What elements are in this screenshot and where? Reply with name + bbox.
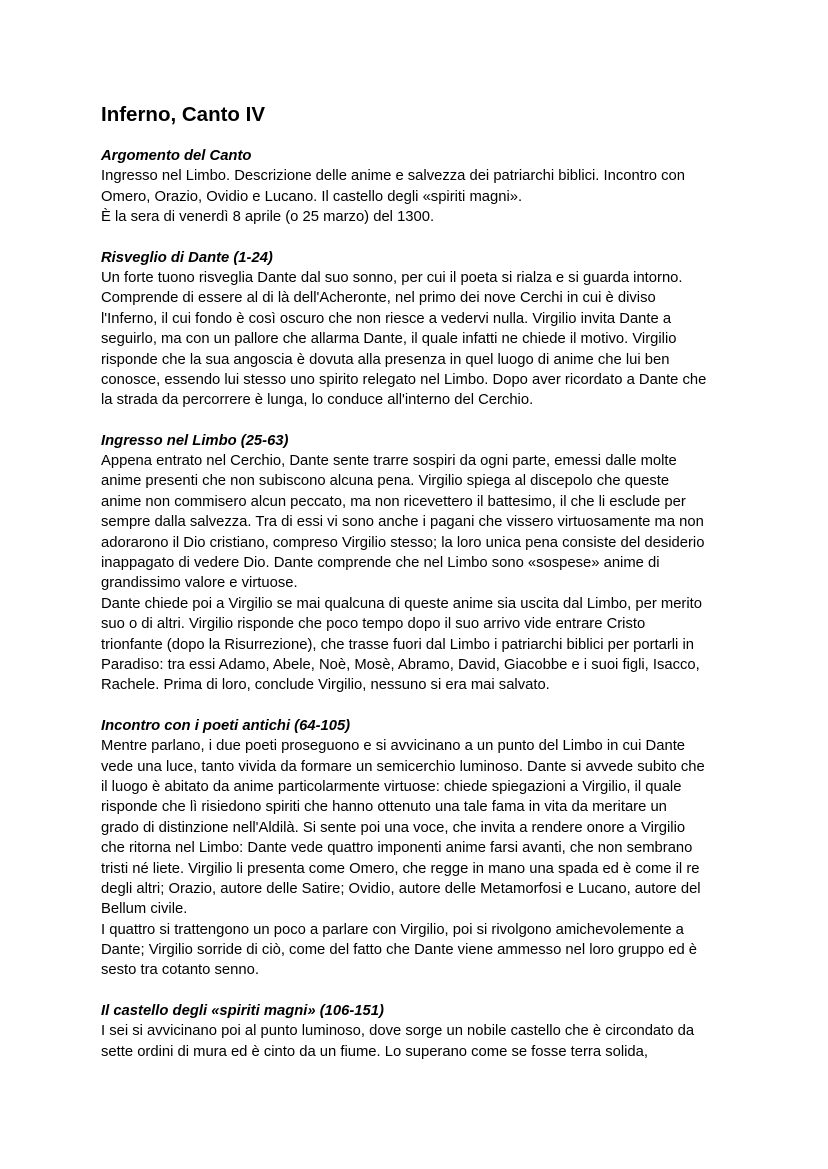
section-heading: Incontro con i poeti antichi (64-105) xyxy=(101,717,351,734)
body-text-line: risponde che la sua angoscia è dovuta alla presenza in quel luogo di anime che lui ben xyxy=(101,351,670,368)
body-text-line: Paradiso: tra essi Adamo, Abele, Noè, Mosè, Abramo, David, Giacobbe e i suoi figli, Isacco, xyxy=(101,656,700,673)
body-text-line: inappagato di vedere Dio. Dante comprende che nel Limbo sono «sospese» anime di xyxy=(101,555,660,572)
body-text-line: È la sera di venerdì 8 aprile (o 25 marzo) del 1300. xyxy=(101,209,435,226)
body-text-line: sempre dalla salvezza. Tra di essi vi sono anche i pagani che vissero virtuosamente ma non xyxy=(101,514,704,531)
document-title: Inferno, Canto IV xyxy=(101,103,265,126)
body-text-line: anime presenti che non subiscono alcuna pena. Virgilio spiega al discepolo che queste xyxy=(101,473,670,490)
document-section xyxy=(101,1001,741,1062)
body-text-line: adorarono il Dio cristiano, compreso Virgilio stesso; la loro unica pena consiste del desiderio xyxy=(101,534,705,551)
body-text-line: sette ordini di mura ed è cinto da un fiume. Lo superano come se fosse terra solida, xyxy=(101,1043,648,1060)
document-section xyxy=(101,431,741,696)
body-text-line: suo o di altri. Virgilio risponde che poco tempo dopo il suo arrivo vide entrare Cristo xyxy=(101,616,646,633)
section-heading: Il castello degli «spiriti magni» (106-151) xyxy=(101,1002,384,1019)
body-text-line: risponde che lì risiedono spiriti che hanno ottenuto una tale fama in vita da meritare un xyxy=(101,799,667,816)
body-text-line: il luogo è abitato da anime particolarmente virtuose: chiede spiegazioni a Virgilio, il quale xyxy=(101,778,682,795)
body-text-line: la strada da percorrere è lunga, lo conduce all'interno del Cerchio. xyxy=(101,392,534,409)
body-text-line: Dante chiede poi a Virgilio se mai qualcuna di queste anime sia uscita dal Limbo, per merito xyxy=(101,595,702,612)
body-text-line: anime non commisero alcun peccato, ma non ricevettero il battesimo, il che li esclude per xyxy=(101,493,686,510)
body-text-line: che ritorna nel Limbo: Dante vede quattro imponenti anime farsi avanti, che non sembrano xyxy=(101,840,693,857)
body-text-line: vede una luce, tanto vivida da formare un semicerchio luminoso. Dante si avvede subito che xyxy=(101,758,705,775)
document-body xyxy=(101,146,741,1062)
document-page xyxy=(101,100,741,1062)
body-text-line: Appena entrato nel Cerchio, Dante sente trarre sospiri da ogni parte, emessi dalle molte xyxy=(101,453,677,470)
body-text-line: tristi né liete. Virgilio li presenta come Omero, che regge in mano una spada ed è come il re xyxy=(101,860,700,877)
body-text-line: sesto tra cotanto senno. xyxy=(101,962,259,979)
body-text-line: trionfante (dopo la Risurrezione), che trasse fuori dal Limbo i patriarchi biblici per portarli in xyxy=(101,636,694,653)
body-text-line: seguirlo, ma con un pallore che allarma Dante, il quale infatti ne chiede il motivo. Virgilio xyxy=(101,331,677,348)
section-heading: Argomento del Canto xyxy=(101,148,252,164)
body-text-line: degli altri; Orazio, autore delle Satire; Ovidio, autore delle Metamorfosi e Lucano, autore del xyxy=(101,880,701,897)
body-text-line: Rachele. Prima di loro, conclude Virgilio, nessuno si era mai salvato. xyxy=(101,677,550,694)
body-text-line: Bellum civile. xyxy=(101,901,188,918)
body-text-line: Mentre parlano, i due poeti proseguono e si avvicinano a un punto del Limbo in cui Dante xyxy=(101,738,686,755)
body-text-line: Un forte tuono risveglia Dante dal suo sonno, per cui il poeta si rialza e si guarda intorno. xyxy=(101,269,683,286)
body-text-line: Comprende di essere al di là dell'Acheronte, nel primo dei nove Cerchi in cui è diviso xyxy=(101,290,656,307)
document-section xyxy=(101,248,741,411)
document-section xyxy=(101,716,741,981)
body-text-line: I sei si avvicinano poi al punto luminoso, dove sorge un nobile castello che è circondato da xyxy=(101,1023,695,1040)
body-text-line: Omero, Orazio, Ovidio e Lucano. Il castello degli «spiriti magni». xyxy=(101,188,523,205)
body-text-line: I quattro si trattengono un poco a parlare con Virgilio, poi si rivolgono amichevolemente a xyxy=(101,921,684,938)
document-section xyxy=(101,146,741,228)
section-heading: Ingresso nel Limbo (25-63) xyxy=(101,432,289,449)
section-heading: Risveglio di Dante (1-24) xyxy=(101,249,273,266)
body-text-line: grandissimo valore e virtuose. xyxy=(101,575,298,592)
body-text-line: grado di distinzione nell'Aldilà. Si sente poi una voce, che invita a rendere onore a Virgilio xyxy=(101,819,686,836)
body-text-line: Ingresso nel Limbo. Descrizione delle anime e salvezza dei patriarchi biblici. Incontro con xyxy=(101,168,685,185)
body-text-line: l'Inferno, il cui fondo è così oscuro che non riesce a vedervi nulla. Virgilio invita Dante a xyxy=(101,310,672,327)
body-text-line: Dante; Virgilio sorride di ciò, come del fatto che Dante viene ammesso nel loro gruppo ed è xyxy=(101,942,698,959)
body-text-line: conosce, essendo lui stesso uno spirito relegato nel Limbo. Dopo aver ricordato a Dante che xyxy=(101,371,707,388)
